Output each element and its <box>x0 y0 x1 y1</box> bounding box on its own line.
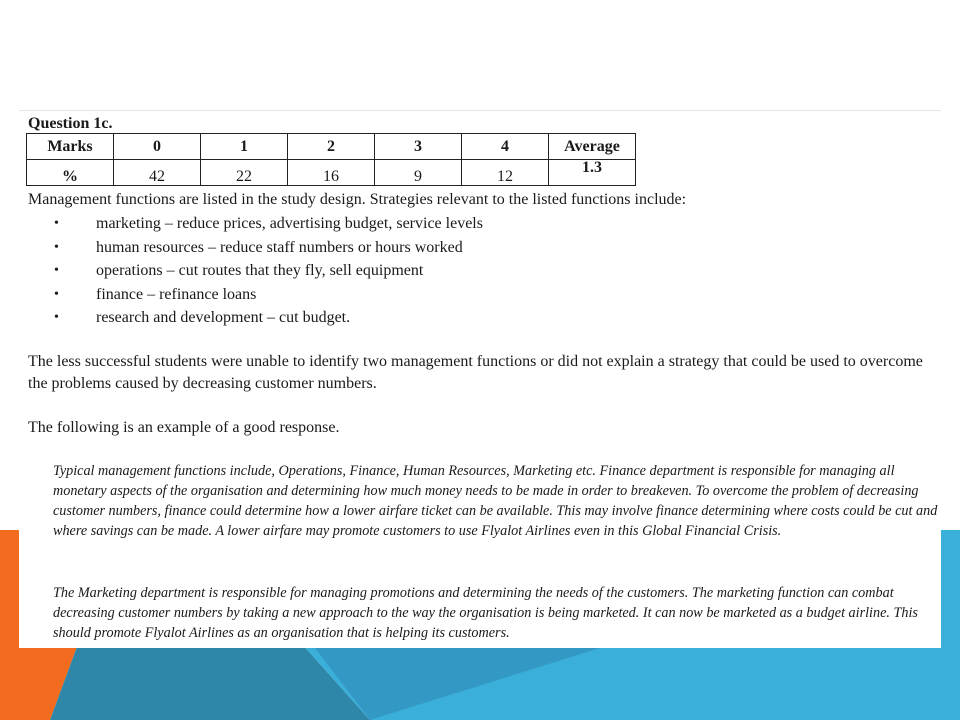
list-item <box>28 237 483 261</box>
bullet-icon: • <box>54 239 59 255</box>
marks-column-2: 2 <box>288 134 375 160</box>
response-paragraph-marketing: The Marketing department is responsible for managing promotions and determining the needs of the customers. The marketing function can combat decreasing customer numbers by taking a new approach to the way the organisation is being marketed. It can now be marketed as a budget airline. This should promote Flyalot Airlines as an organisation that is helping its customers. <box>53 585 918 641</box>
percent-value-3: 9 <box>375 160 462 186</box>
list-item <box>28 284 483 308</box>
marks-header-row <box>27 134 636 160</box>
list-item <box>28 307 483 331</box>
percent-value-0: 42 <box>114 160 201 186</box>
function-text: finance – refinance loans <box>96 285 257 303</box>
list-item <box>28 213 483 237</box>
percent-value-2: 16 <box>288 160 375 186</box>
function-text: human resources – reduce staff numbers or hours worked <box>96 238 463 256</box>
functions-list <box>28 213 483 331</box>
marks-column-1: 1 <box>201 134 288 160</box>
example-intro: The following is an example of a good response. <box>28 419 340 436</box>
question-title: Question 1c. <box>28 115 113 132</box>
document-excerpt <box>19 110 941 648</box>
bullet-icon: • <box>54 286 59 302</box>
marks-average-label: Average <box>549 134 636 160</box>
function-text: marketing – reduce prices, advertising budget, service levels <box>96 215 483 232</box>
marks-column-0: 0 <box>114 134 201 160</box>
function-text: operations – cut routes that they fly, sell equipment <box>96 262 424 279</box>
percent-value-1: 22 <box>201 160 288 186</box>
marks-percent-row <box>27 160 636 186</box>
average-value: 1.3 <box>549 160 636 186</box>
less-successful-paragraph: The less successful students were unable to identify two management functions or did not explain a strategy that could be used to overcome the problems caused by decreasing customer numbers. <box>28 353 923 392</box>
list-item <box>28 260 483 284</box>
marks-header-label: Marks <box>27 134 114 160</box>
marks-column-3: 3 <box>375 134 462 160</box>
function-text: research and development – cut budget. <box>96 309 351 326</box>
percent-value-4: 12 <box>462 160 549 186</box>
bullet-icon: • <box>54 263 59 278</box>
bullet-icon: • <box>54 216 59 231</box>
marks-table <box>26 133 636 186</box>
response-paragraph-finance: Typical management functions include, Operations, Finance, Human Resources, Marketing etc. Finance department is responsible for managing all monetary aspects of the organisation and determining how much money needs to be made in order to breakeven. To overcome the problem of decreasing customer numbers, finance could determine how a lower airfare ticket can be available. This may involve finance determining where costs could be cut and where savings can be made. A lower airfare may promote customers to use Flyalot Airlines even in this Global Financial Crisis. <box>53 463 938 539</box>
functions-intro: Management functions are listed in the study design. Strategies relevant to the listed functions include: <box>28 191 687 208</box>
marks-column-4: 4 <box>462 134 549 160</box>
percent-row-label: % <box>27 160 114 186</box>
bullet-icon: • <box>54 310 59 325</box>
